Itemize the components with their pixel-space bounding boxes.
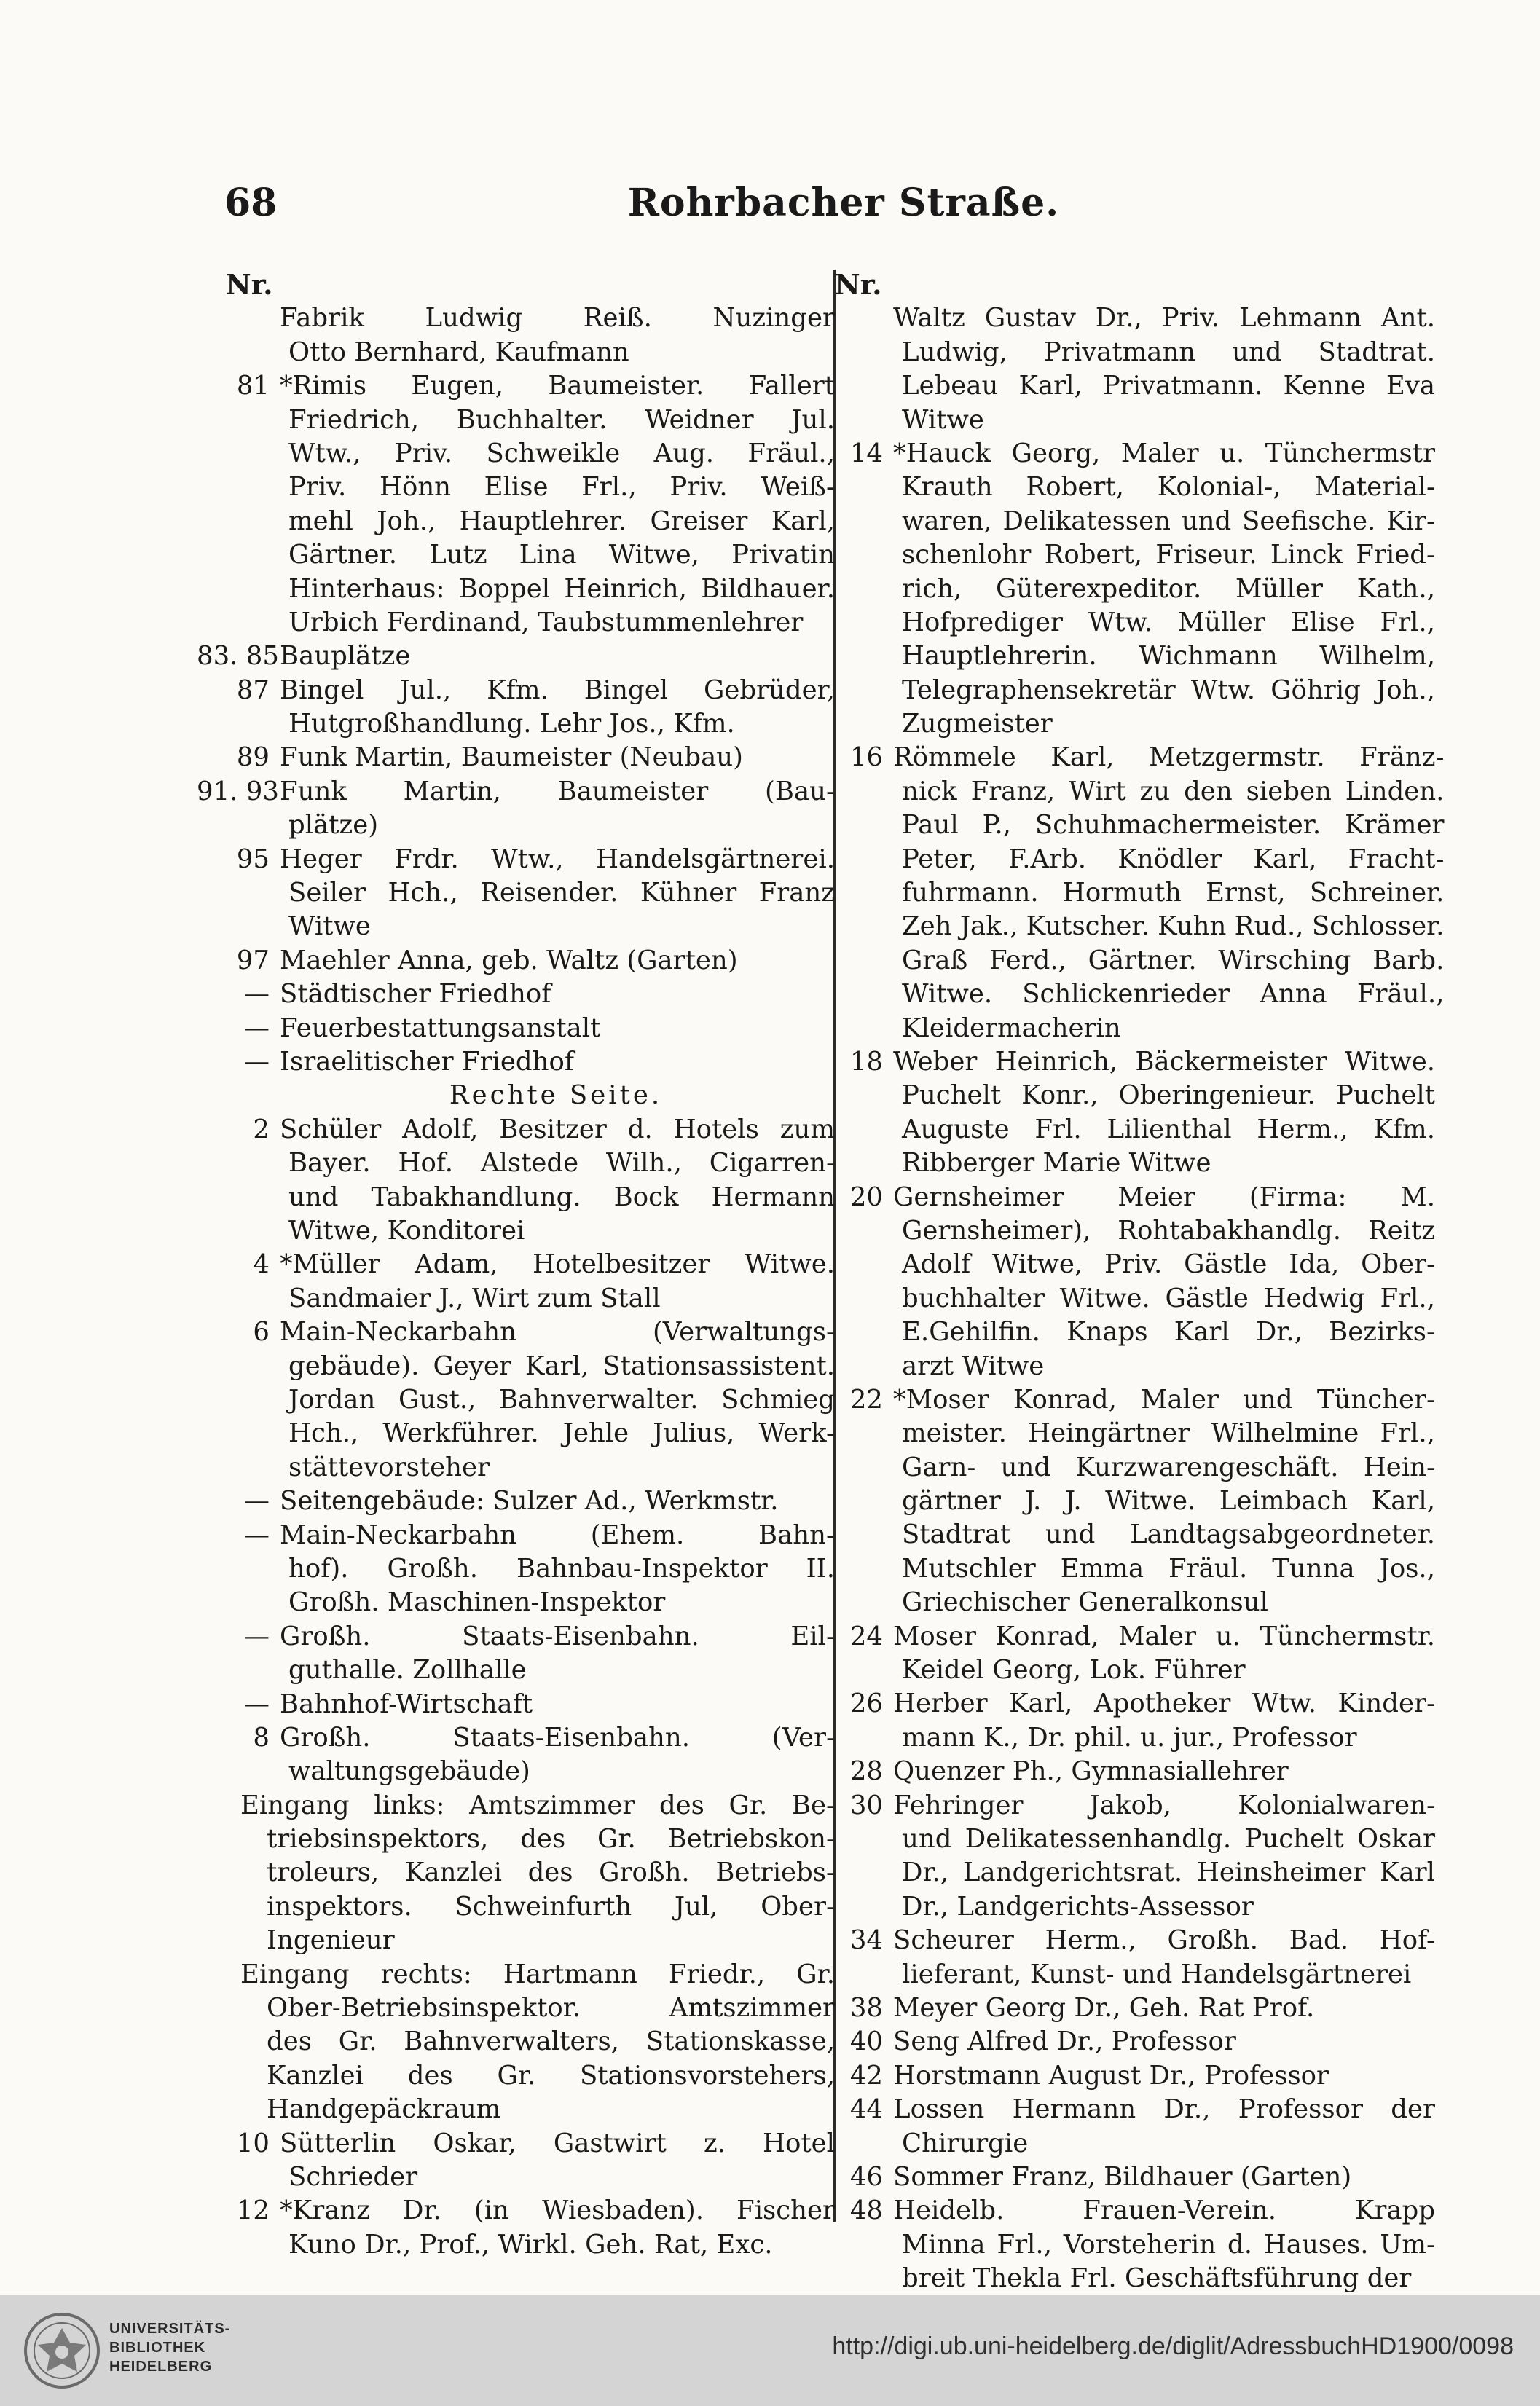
house-number: — xyxy=(243,1013,270,1043)
address-entry xyxy=(197,775,835,843)
house-number: 8 xyxy=(253,1722,270,1753)
entry-line: Ribberger Marie Witwe xyxy=(902,1148,1211,1179)
entry-line: Witwe xyxy=(902,404,984,435)
nr-label: Nr. xyxy=(835,268,882,301)
entry-line: gebäude). Geyer Karl, Stationsassistent. xyxy=(288,1351,835,1381)
house-number: 14 xyxy=(849,438,883,468)
address-entry xyxy=(197,302,835,369)
house-number: 30 xyxy=(849,1790,883,1820)
entry-line: Peter, F.Arb. Knödler Karl, Fracht- xyxy=(902,844,1445,874)
house-number: 28 xyxy=(849,1756,883,1787)
entry-line: Hinterhaus: Boppel Heinrich, Bildhauer. xyxy=(288,573,835,604)
entry-text xyxy=(280,1113,835,1249)
address-entry xyxy=(830,1924,1435,1992)
address-entry xyxy=(830,2059,1435,2093)
entry-line: Stadtrat und Landtagsabgeordneter. xyxy=(902,1520,1435,1550)
library-name: UNIVERSITÄTS- BIBLIOTHEK HEIDELBERG xyxy=(109,2321,231,2375)
house-number: — xyxy=(243,1688,270,1719)
entry-text xyxy=(893,302,1435,437)
entry-line: Witwe, Konditorei xyxy=(288,1216,525,1246)
address-entry xyxy=(197,1958,835,2127)
entry-text xyxy=(893,2194,1435,2295)
house-number: 4 xyxy=(253,1249,270,1280)
left-entries-3 xyxy=(197,2127,835,2262)
entry-line: Seitengebäude: Sulzer Ad., Werkmstr. xyxy=(280,1486,779,1517)
left-entries xyxy=(197,302,835,1079)
entry-line: Großh. Maschinen-Inspektor xyxy=(288,1587,666,1618)
entry-text xyxy=(893,1045,1435,1181)
house-number: 83. 85 xyxy=(197,641,279,672)
entry-line: Feuerbestattungsanstalt xyxy=(280,1013,601,1043)
entry-line: Adolf Witwe, Priv. Gästle Ida, Ober- xyxy=(902,1249,1435,1280)
entry-line: Fehringer Jakob, Kolonialwaren- xyxy=(893,1790,1435,1820)
entry-line: Dr., Landgerichts-Assessor xyxy=(902,1891,1254,1922)
left-column xyxy=(197,268,835,2262)
entry-line: nick Franz, Wirt zu den sieben Linden. xyxy=(902,776,1445,806)
entry-line: Hauptlehrerin. Wichmann Wilhelm, xyxy=(902,641,1435,672)
entry-line: breit Thekla Frl. Geschäftsführung der xyxy=(902,2263,1412,2294)
entry-line: Witwe xyxy=(288,911,371,942)
entry-line: waren, Delikatessen und Seefische. Kir- xyxy=(902,506,1435,536)
address-entry xyxy=(830,2093,1435,2161)
entry-text xyxy=(893,2059,1435,2093)
entry-text xyxy=(893,1383,1435,1620)
entry-line: gärtner J. J. Witwe. Leimbach Karl, xyxy=(902,1486,1435,1517)
entry-line: Scheurer Herm., Großh. Bad. Hof- xyxy=(893,1925,1435,1956)
entry-line: Otto Bernhard, Kaufmann xyxy=(288,337,629,367)
entry-text xyxy=(893,2025,1435,2059)
entry-text xyxy=(280,978,835,1011)
entry-line: troleurs, Kanzlei des Großh. Betriebs- xyxy=(267,1857,835,1888)
entry-line: Chirurgie xyxy=(902,2128,1029,2158)
house-number: 42 xyxy=(849,2060,883,2091)
address-entry xyxy=(830,1181,1435,1383)
house-number: 40 xyxy=(849,2026,883,2057)
left-entries-2 xyxy=(197,1113,835,1789)
entry-line: Waltz Gustav Dr., Priv. Lehmann Ant. xyxy=(893,303,1435,334)
entry-line: Keidel Georg, Lok. Führer xyxy=(902,1655,1246,1686)
house-number: 38 xyxy=(849,1992,883,2023)
entry-text xyxy=(893,1620,1435,1688)
entry-line: rich, Güterexpeditor. Müller Kath., xyxy=(902,573,1435,604)
entry-text xyxy=(280,1519,835,1620)
entry-text xyxy=(280,1248,835,1316)
entry-line: Bingel Jul., Kfm. Bingel Gebrüder, xyxy=(280,675,835,705)
entry-line: Bauplätze xyxy=(280,641,411,672)
address-entry xyxy=(197,2194,835,2262)
house-number: 24 xyxy=(849,1621,883,1651)
entry-text xyxy=(280,674,835,742)
entry-line: Großh. Staats-Eisenbahn. (Ver- xyxy=(280,1722,835,1753)
nr-label: Nr. xyxy=(226,268,273,301)
house-number: 10 xyxy=(236,2128,270,2158)
house-number: 26 xyxy=(849,1688,883,1719)
running-title: Rohrbacher Straße. xyxy=(627,181,1060,225)
entry-line: Sütterlin Oskar, Gastwirt z. Hotel xyxy=(280,2128,835,2158)
address-entry xyxy=(197,2127,835,2195)
address-entry xyxy=(197,741,835,774)
entry-line: Wtw., Priv. Schweikle Aug. Fräul., xyxy=(288,438,835,468)
entry-line: Hch., Werkführer. Jehle Julius, Werk- xyxy=(288,1418,835,1449)
entry-text xyxy=(280,1045,835,1079)
address-entry xyxy=(197,843,835,944)
address-entry xyxy=(830,741,1445,1045)
entry-line: Garn- und Kurzwarengeschäft. Hein- xyxy=(902,1452,1435,1482)
entry-line: *Kranz Dr. (in Wiesbaden). Fischer xyxy=(280,2195,835,2226)
entry-line: Mutschler Emma Fräul. Tunna Jos., xyxy=(902,1553,1435,1584)
house-number: 95 xyxy=(236,844,270,874)
entry-line: Weber Heinrich, Bäckermeister Witwe. xyxy=(893,1046,1435,1077)
entry-line: Lebeau Karl, Privatmann. Kenne Eva xyxy=(902,371,1435,401)
library-footer xyxy=(0,2295,1540,2406)
entry-line: Urbich Ferdinand, Taubstummenlehrer xyxy=(288,607,804,637)
entry-line: Bahnhof-Wirtschaft xyxy=(280,1688,533,1719)
entry-text xyxy=(893,1924,1435,1992)
entry-line: E.Gehilfin. Knaps Karl Dr., Bezirks- xyxy=(902,1317,1435,1348)
entry-line: Witwe. Schlickenrieder Anna Fräul., xyxy=(902,979,1445,1010)
entry-line: Sandmaier J., Wirt zum Stall xyxy=(288,1283,661,1313)
address-entry xyxy=(830,1045,1435,1181)
entry-line: Jordan Gust., Bahnverwalter. Schmieg xyxy=(288,1384,835,1415)
house-number: 18 xyxy=(849,1046,883,1077)
entry-text xyxy=(280,302,835,369)
entry-line: Puchelt Konr., Oberingenieur. Puchelt xyxy=(902,1080,1435,1111)
address-entry xyxy=(197,369,835,640)
house-number: 12 xyxy=(236,2195,270,2226)
address-entry xyxy=(197,1045,835,1079)
address-entry xyxy=(830,1755,1435,1788)
entry-line: Funk Martin, Baumeister (Bau- xyxy=(280,776,835,806)
house-number xyxy=(197,1789,240,1958)
entry-line: *Rimis Eugen, Baumeister. Fallert xyxy=(280,371,835,401)
entry-line: Großh. Staats-Eisenbahn. Eil- xyxy=(280,1621,835,1651)
entry-line: Lossen Hermann Dr., Professor der xyxy=(893,2094,1435,2125)
entry-line: *Hauck Georg, Maler u. Tünchermstr xyxy=(893,438,1435,468)
address-entry xyxy=(197,1721,835,1789)
address-entry xyxy=(830,2161,1435,2194)
house-number: — xyxy=(243,1047,270,1077)
house-number: 34 xyxy=(849,1925,883,1956)
address-entry xyxy=(197,1789,835,1958)
entry-line: buchhalter Witwe. Gästle Hedwig Frl., xyxy=(902,1283,1435,1313)
entry-line: lieferant, Kunst- und Handelsgärtnerei xyxy=(902,1959,1412,1989)
entry-line: Moser Konrad, Maler u. Tünchermstr. xyxy=(893,1621,1435,1651)
entry-line: Heger Frdr. Wtw., Handelsgärtnerei. xyxy=(280,844,835,874)
entry-line: Schrieder xyxy=(288,2162,418,2192)
house-number: 20 xyxy=(849,1182,883,1212)
house-number xyxy=(830,302,893,437)
address-entry xyxy=(830,1383,1435,1620)
entry-line: hof). Großh. Bahnbau-Inspektor II. xyxy=(288,1553,835,1584)
entry-text xyxy=(240,1958,835,2127)
page-number: 68 xyxy=(224,181,278,225)
entry-line: Schüler Adolf, Besitzer d. Hotels zum xyxy=(280,1114,835,1144)
page-header xyxy=(224,181,1463,232)
entry-text xyxy=(280,2127,835,2195)
entry-text xyxy=(893,1789,1435,1925)
entry-line: Meyer Georg Dr., Geh. Rat Prof. xyxy=(893,1992,1315,2023)
entry-line: triebsinspektors, des Gr. Betriebskon- xyxy=(267,1824,835,1855)
address-entry xyxy=(197,1248,835,1316)
address-entry xyxy=(197,1316,835,1485)
entry-text xyxy=(893,1992,1435,2025)
entry-text xyxy=(280,843,835,944)
entry-line: Städtischer Friedhof xyxy=(280,979,551,1010)
entry-text xyxy=(893,1181,1435,1383)
house-number: — xyxy=(243,1520,270,1550)
entry-line: fuhrmann. Hormuth Ernst, Schreiner. xyxy=(902,878,1445,908)
eingang-links-block xyxy=(197,1789,835,1958)
entry-line: Dr., Landgerichtsrat. Heinsheimer Karl xyxy=(902,1857,1435,1888)
entry-line: Gernsheimer Meier (Firma: M. xyxy=(893,1182,1435,1212)
entry-line: Krauth Robert, Kolonial-, Material- xyxy=(902,472,1435,503)
entry-text xyxy=(893,1755,1435,1788)
right-entries xyxy=(830,302,1445,2295)
entry-line: Zugmeister xyxy=(902,709,1053,739)
entry-line: Gernsheimer), Rohtabakhandlg. Reitz xyxy=(902,1215,1435,1246)
entry-text xyxy=(280,1316,835,1485)
entry-line: Quenzer Ph., Gymnasiallehrer xyxy=(893,1756,1289,1787)
address-entry xyxy=(830,1789,1435,1925)
house-number: 89 xyxy=(236,742,270,773)
entry-line: meister. Heingärtner Wilhelmine Frl., xyxy=(902,1418,1435,1449)
entry-line: Funk Martin, Baumeister (Neubau) xyxy=(280,742,743,773)
entry-line: Herber Karl, Apotheker Wtw. Kinder- xyxy=(893,1688,1435,1719)
entry-line: guthalle. Zollhalle xyxy=(288,1655,527,1686)
entry-text xyxy=(280,775,835,843)
entry-line: Heidelb. Frauen-Verein. Krapp xyxy=(893,2195,1435,2226)
entry-line: Paul P., Schuhmachermeister. Krämer xyxy=(902,810,1445,841)
house-number: — xyxy=(243,1486,270,1517)
eingang-rechts-block xyxy=(197,1958,835,2127)
entry-line: Auguste Frl. Lilienthal Herm., Kfm. xyxy=(902,1114,1435,1144)
entry-line: inspektors. Schweinfurth Jul, Ober- xyxy=(267,1891,835,1922)
house-number: 91. 93 xyxy=(197,776,279,806)
entry-line: Minna Frl., Vorsteherin d. Hauses. Um- xyxy=(902,2229,1435,2260)
entry-line: Ludwig, Privatmann und Stadtrat. xyxy=(902,337,1435,367)
entry-line: Kanzlei des Gr. Stationsvorstehers, xyxy=(267,2060,835,2091)
address-entry xyxy=(197,1620,835,1688)
address-entry xyxy=(197,1113,835,1249)
entry-line: Seiler Hch., Reisender. Kühner Franz xyxy=(288,878,835,908)
entry-text xyxy=(280,640,835,673)
entry-line: Eingang rechts: Hartmann Friedr., Gr. xyxy=(240,1959,835,1989)
address-entry xyxy=(197,674,835,742)
entry-line: Horstmann August Dr., Professor xyxy=(893,2060,1329,2091)
entry-line: Handgepäckraum xyxy=(267,2094,501,2125)
house-number: 46 xyxy=(849,2161,883,2192)
entry-text xyxy=(280,369,835,640)
house-number xyxy=(197,302,280,369)
entry-line: Sommer Franz, Bildhauer (Garten) xyxy=(893,2161,1352,2192)
house-number: 2 xyxy=(253,1114,270,1144)
entry-line: Ober-Betriebsinspektor. Amtszimmer xyxy=(267,1993,835,2024)
entry-text xyxy=(280,1620,835,1688)
entry-line: Telegraphensekretär Wtw. Göhrig Joh., xyxy=(902,675,1435,705)
entry-line: Bayer. Hof. Alstede Wilh., Cigarren- xyxy=(288,1148,835,1179)
entry-line: des Gr. Bahnverwalters, Stationskasse, xyxy=(267,2026,835,2057)
entry-line: und Tabakhandlung. Bock Hermann xyxy=(288,1182,835,1212)
entry-line: Seng Alfred Dr., Professor xyxy=(893,2026,1236,2057)
entry-line: Kleidermacherin xyxy=(902,1013,1121,1043)
entry-line: *Müller Adam, Hotelbesitzer Witwe. xyxy=(280,1249,835,1280)
address-entry xyxy=(197,1012,835,1045)
entry-line: Fabrik Ludwig Reiß. Nuzinger xyxy=(280,303,835,334)
entry-line: waltungsgebäude) xyxy=(288,1756,530,1787)
house-number: 48 xyxy=(849,2195,883,2226)
entry-line: plätze) xyxy=(288,810,379,841)
entry-line: Kuno Dr., Prof., Wirkl. Geh. Rat, Exc. xyxy=(288,2229,773,2260)
house-number: 6 xyxy=(253,1317,270,1348)
address-entry xyxy=(197,1485,835,1518)
entry-line: mann K., Dr. phil. u. jur., Professor xyxy=(902,1722,1357,1753)
source-url[interactable]: http://digi.ub.uni-heidelberg.de/diglit/AdressbuchHD1900/0098 xyxy=(832,2332,1514,2360)
entry-line: Main-Neckarbahn (Verwaltungs- xyxy=(280,1317,835,1348)
house-number: 87 xyxy=(236,675,270,705)
entry-text xyxy=(280,1721,835,1789)
house-number: 81 xyxy=(236,371,270,401)
entry-line: Eingang links: Amtszimmer des Gr. Be- xyxy=(240,1790,835,1820)
address-entry xyxy=(197,1688,835,1721)
entry-line: Griechischer Generalkonsul xyxy=(902,1587,1268,1618)
address-entry xyxy=(197,1519,835,1620)
house-number: 22 xyxy=(849,1384,883,1415)
entry-line: Priv. Hönn Elise Frl., Priv. Weiß- xyxy=(288,472,835,503)
university-seal-icon xyxy=(22,2311,102,2391)
house-number: 16 xyxy=(849,742,883,773)
entry-text xyxy=(280,944,835,978)
entry-line: *Moser Konrad, Maler und Tüncher- xyxy=(893,1384,1435,1415)
entry-line: Römmele Karl, Metzgermstr. Fränz- xyxy=(893,742,1445,773)
house-number: 44 xyxy=(849,2094,883,2125)
entry-line: Main-Neckarbahn (Ehem. Bahn- xyxy=(280,1520,835,1550)
entry-text xyxy=(280,2194,835,2262)
address-entry xyxy=(830,2194,1435,2295)
address-entry xyxy=(830,437,1435,742)
house-number: — xyxy=(243,979,270,1010)
entry-text xyxy=(280,1688,835,1721)
entry-line: arzt Witwe xyxy=(902,1351,1045,1381)
house-number: 97 xyxy=(236,945,270,975)
address-entry xyxy=(830,1992,1435,2025)
entry-line: und Delikatessenhandlg. Puchelt Oskar xyxy=(902,1823,1435,1854)
entry-line: Friedrich, Buchhalter. Weidner Jul. xyxy=(288,404,835,435)
entry-line: Gärtner. Lutz Lina Witwe, Privatin xyxy=(288,540,835,570)
entry-text xyxy=(280,1485,835,1518)
entry-line: Hofprediger Wtw. Müller Elise Frl., xyxy=(902,607,1435,637)
entry-text xyxy=(893,2161,1435,2194)
entry-text xyxy=(893,437,1435,742)
address-entry xyxy=(197,640,835,673)
entry-line: Israelitischer Friedhof xyxy=(280,1047,575,1077)
entry-text xyxy=(893,1687,1435,1755)
section-title: Rechte Seite. xyxy=(449,1080,663,1111)
house-number xyxy=(197,1958,240,2127)
entry-line: Hutgroßhandlung. Lehr Jos., Kfm. xyxy=(288,709,735,739)
entry-line: stättevorsteher xyxy=(288,1452,490,1482)
address-entry xyxy=(830,1620,1435,1688)
right-column xyxy=(830,268,1445,2296)
entry-text xyxy=(280,1012,835,1045)
entry-text xyxy=(893,2093,1435,2161)
entry-line: Graß Ferd., Gärtner. Wirsching Barb. xyxy=(902,945,1445,975)
entry-line: Zeh Jak., Kutscher. Kuhn Rud., Schlosser. xyxy=(902,911,1445,942)
entry-line: Maehler Anna, geb. Waltz (Garten) xyxy=(280,945,738,975)
address-entry xyxy=(830,302,1435,437)
entry-text xyxy=(240,1789,835,1958)
house-number: — xyxy=(243,1621,270,1651)
entry-text xyxy=(893,741,1444,1045)
entry-line: Ingenieur xyxy=(267,1925,395,1956)
address-entry xyxy=(830,1687,1435,1755)
address-entry xyxy=(830,2025,1435,2059)
entry-line: schenlohr Robert, Friseur. Linck Fried- xyxy=(902,540,1435,570)
address-entry xyxy=(197,944,835,978)
entry-line: mehl Joh., Hauptlehrer. Greiser Karl, xyxy=(288,506,835,536)
address-entry xyxy=(197,978,835,1011)
entry-text xyxy=(280,741,835,774)
